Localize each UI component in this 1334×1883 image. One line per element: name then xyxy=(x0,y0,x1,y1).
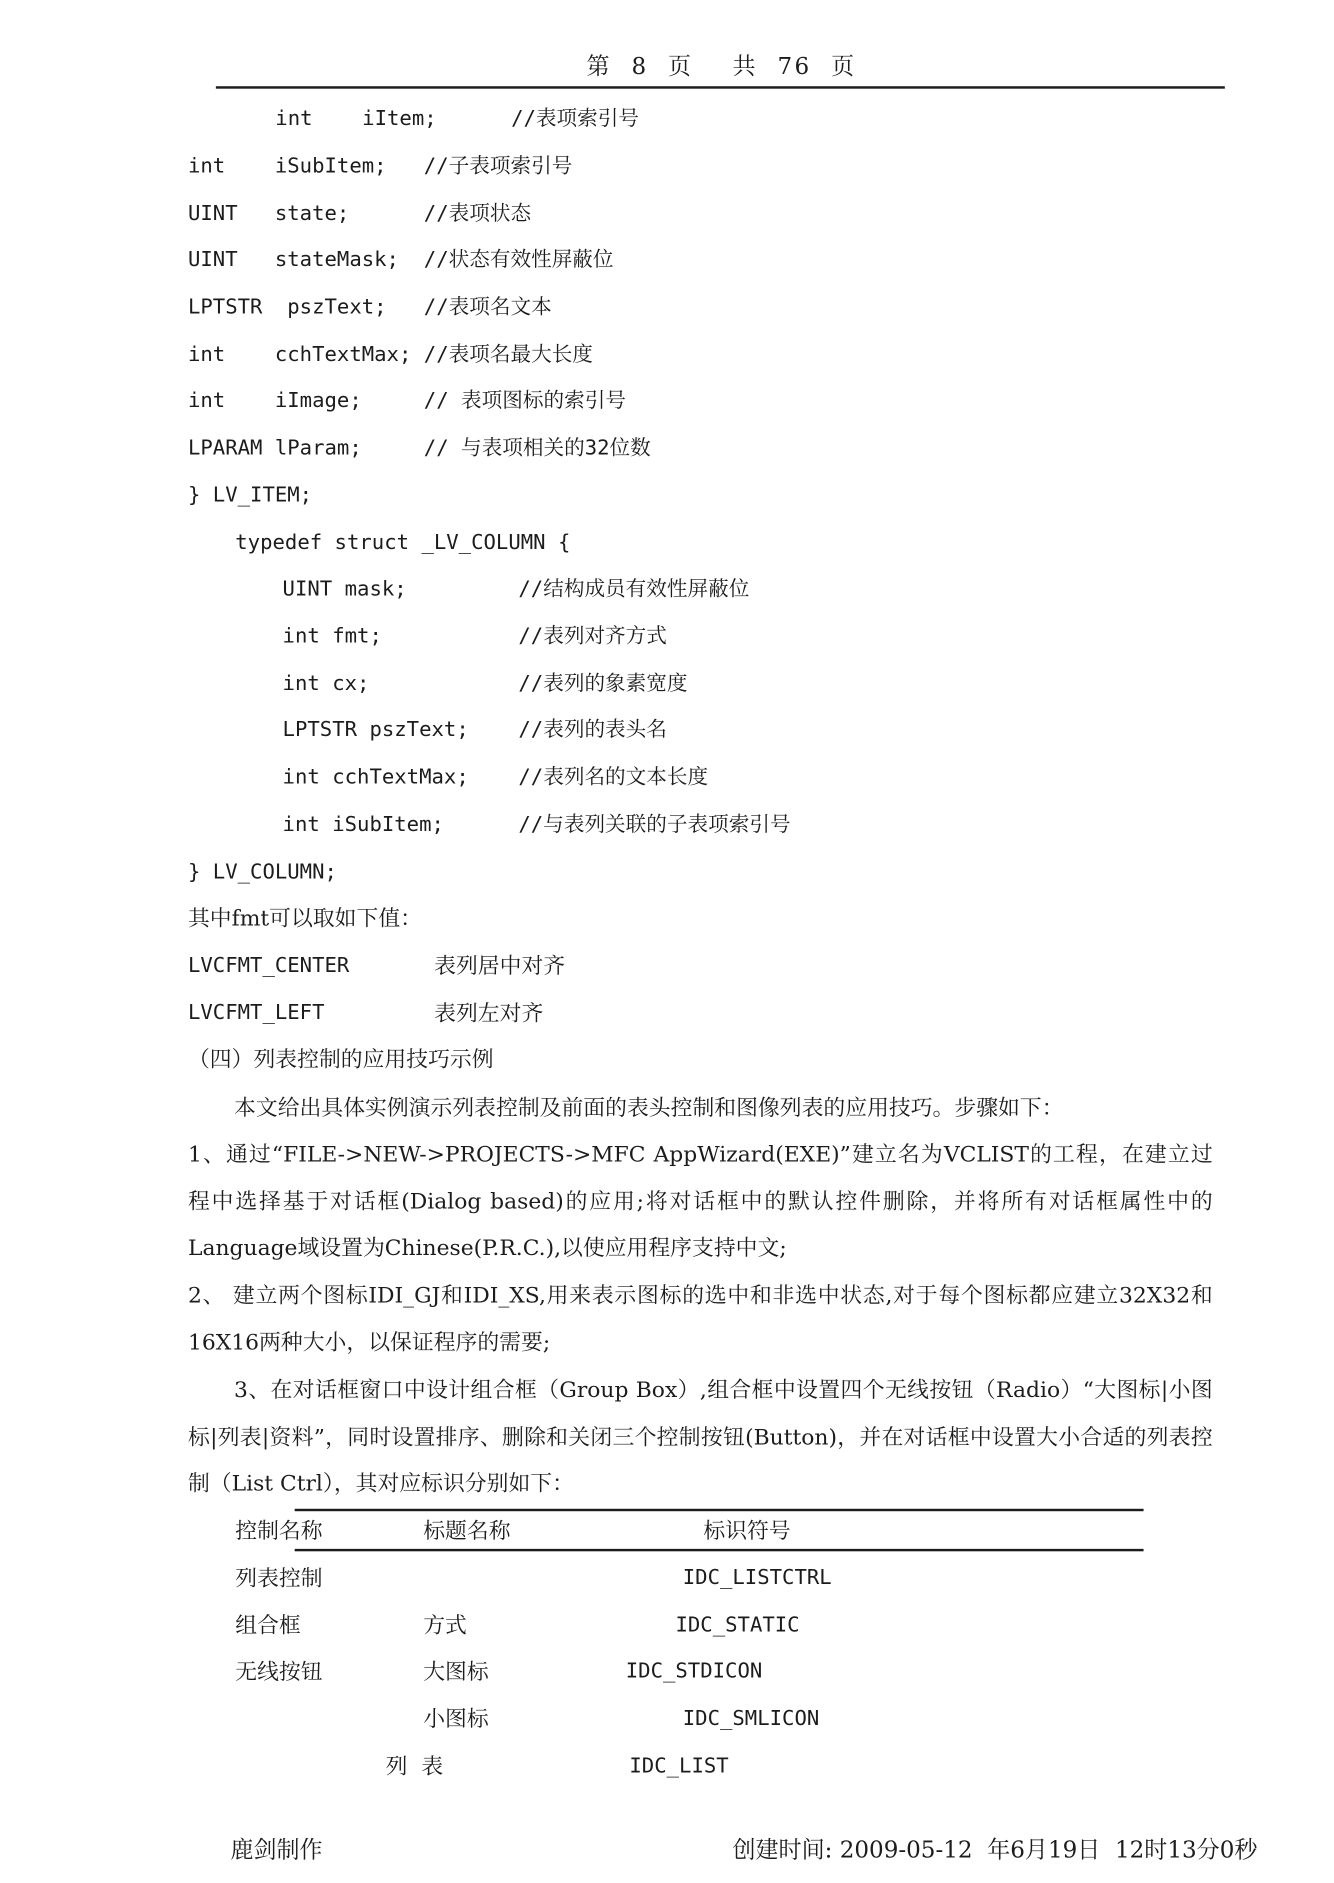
table-header-cell: 控制名称 xyxy=(235,1518,323,1545)
code-line: int fmt; //表列对齐方式 xyxy=(282,624,667,649)
header-rule xyxy=(216,86,1225,88)
code-line: int iImage; // 表项图标的索引号 xyxy=(187,388,626,414)
code-line: } LV_ITEM; xyxy=(187,483,313,508)
table-header-cell: 标题名称 xyxy=(423,1518,511,1545)
footer-author: 鹿剑制作 xyxy=(230,1836,323,1864)
fmt-desc: 表列居中对齐 xyxy=(434,953,566,980)
step-1-paragraph: 1、通过“FILE->NEW->PROJECTS->MFC AppWizard(EXE)”建立名为VCLIST的工程，在建立过程中选择基于对话框(Dialog based)的应用;将对话框中的默认控件删除，并将所有对话框属性中的Language域设置为Chinese(P.R.C.),以使应用程序支持中文; xyxy=(187,1141,1213,1262)
code-line: } LV_COLUMN; xyxy=(187,860,337,885)
table-cell: 无线按钮 xyxy=(235,1659,323,1685)
code-line: LPARAM lParam; // 与表项相关的32位数 xyxy=(187,436,651,461)
table-cell: IDC_STDICON xyxy=(625,1659,763,1684)
table-cell: 小图标 xyxy=(423,1706,489,1733)
step-3-paragraph: 3、在对话框窗口中设计组合框（Group Box）,组合框中设置四个无线按钮（Radio）“大图标|小图标|列表|资料”，同时设置排序、删除和关闭三个控制按钮(Button)，并在对话框中设置大小合适的列表控制（List Ctrl），其对应标识分别如下： xyxy=(187,1377,1213,1497)
code-line: typedef struct _LV_COLUMN { xyxy=(235,530,571,556)
table-cell: IDC_LISTCTRL xyxy=(682,1565,832,1591)
code-line: int cchTextMax; //表列名的文本长度 xyxy=(282,765,709,790)
code-line: UINT mask; //结构成员有效性屏蔽位 xyxy=(282,577,750,602)
section-heading: （四）列表控制的应用技巧示例 xyxy=(187,1047,494,1073)
table-top-rule xyxy=(295,1509,1144,1511)
table-cell: 组合框 xyxy=(235,1613,301,1639)
table-cell: IDC_SMLICON xyxy=(682,1706,820,1732)
fmt-name: LVCFMT_LEFT xyxy=(187,1000,325,1026)
table-cell: 大图标 xyxy=(423,1659,489,1685)
step-2-paragraph: 2、 建立两个图标IDI_GJ和IDI_XS,用来表示图标的选中和非选中状态,对于每个图标都应建立32X32和16X16两种大小，以保证程序的需要; xyxy=(187,1282,1213,1356)
code-line: int cx; //表列的象素宽度 xyxy=(282,671,688,697)
intro-paragraph: 本文给出具体实例演示列表控制及前面的表头控制和图像列表的应用技巧。步骤如下： xyxy=(234,1095,1064,1122)
code-line: LPTSTR pszText; //表列的表头名 xyxy=(282,717,667,743)
table-cell: IDC_LIST xyxy=(629,1754,729,1779)
fmt-intro: 其中fmt可以取如下值： xyxy=(187,906,422,932)
code-line: int iSubItem; //子表项索引号 xyxy=(187,154,573,179)
code-line: int iItem; //表项索引号 xyxy=(275,106,640,132)
table-cell: 列 表 xyxy=(385,1754,444,1780)
table-cell: 列表控制 xyxy=(235,1565,323,1592)
code-line: LPTSTR pszText; //表项名文本 xyxy=(187,295,552,320)
page-header: 第 8 页 共 76 页 xyxy=(586,53,857,81)
fmt-name: LVCFMT_CENTER xyxy=(187,953,350,978)
table-header-rule xyxy=(295,1549,1144,1551)
code-line: int cchTextMax; //表项名最大长度 xyxy=(187,342,593,367)
table-cell: 方式 xyxy=(423,1613,467,1639)
table-header-cell: 标识符号 xyxy=(703,1518,791,1545)
code-line: UINT state; //表项状态 xyxy=(187,201,532,226)
fmt-desc: 表列左对齐 xyxy=(434,1000,544,1027)
code-line: int iSubItem; //与表列关联的子表项索引号 xyxy=(282,812,791,837)
code-line: UINT stateMask; //状态有效性屏蔽位 xyxy=(187,247,614,273)
table-cell: IDC_STATIC xyxy=(675,1613,800,1638)
footer-created-time: 创建时间: 2009-05-12 年6月19日 12时13分0秒 xyxy=(732,1836,1258,1864)
